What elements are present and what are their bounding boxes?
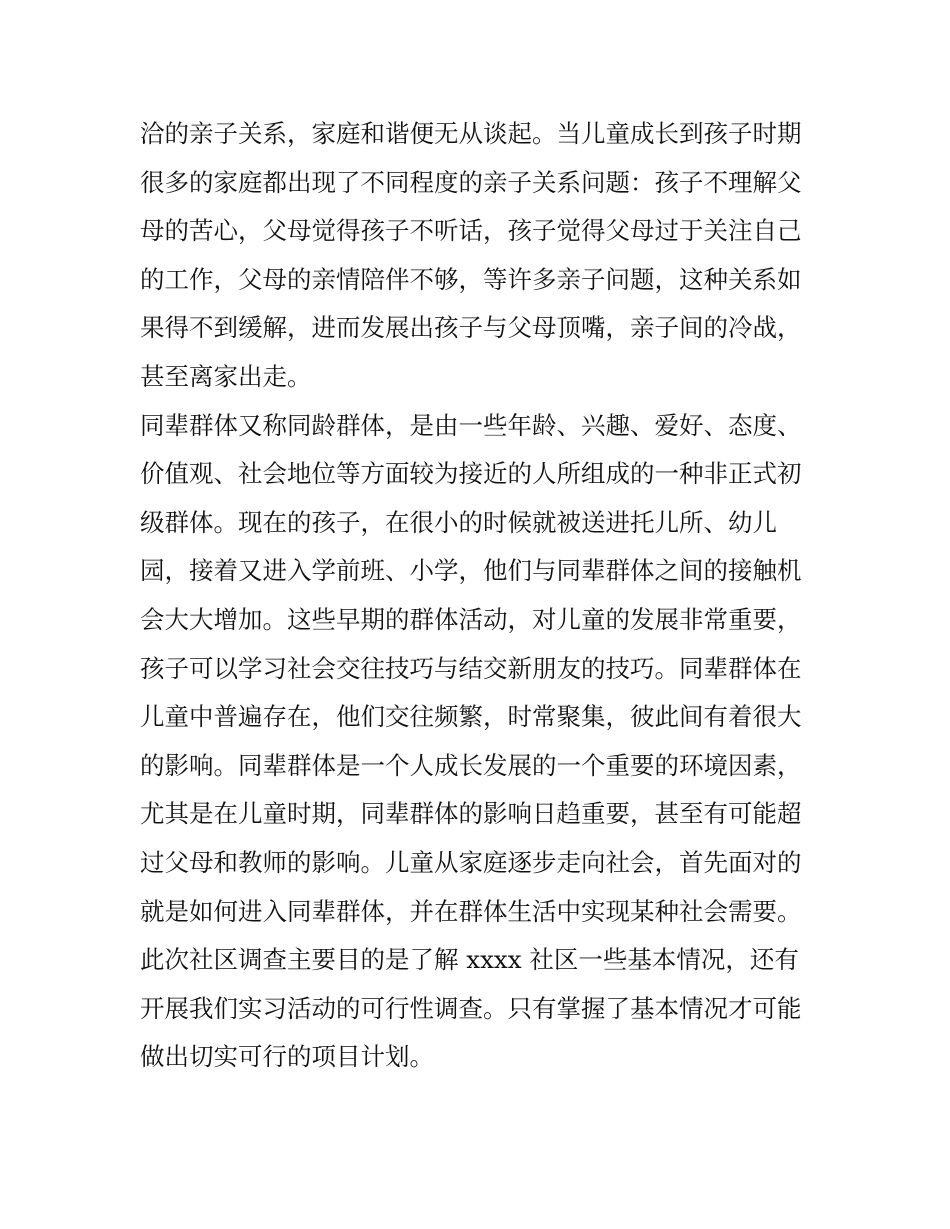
text-line: 就是如何进入同辈群体，并在群体生活中实现某种社会需要。 [140, 896, 802, 926]
text-line: 开展我们实习活动的可行性调查。只有掌握了基本情况才可能 [140, 993, 802, 1023]
text-line: 孩子可以学习社会交往技巧与结交新朋友的技巧。同辈群体在 [140, 653, 802, 683]
text-line: 母的苦心，父母觉得孩子不听话，孩子觉得父母过于关注自己 [140, 216, 802, 246]
text-line: 价值观、社会地位等方面较为接近的人所组成的一种非正式初 [140, 459, 802, 489]
text-line: 会大大增加。这些早期的群体活动，对儿童的发展非常重要， [140, 604, 802, 634]
text-line: 洽的亲子关系，家庭和谐便无从谈起。当儿童成长到孩子时期 [140, 119, 802, 148]
text-line: 儿童中普遍存在，他们交往频繁，时常聚集，彼此间有着很大 [140, 702, 802, 732]
text-line: 的影响。同辈群体是一个人成长发展的一个重要的环境因素， [140, 750, 802, 780]
text-line: 级群体。现在的孩子，在很小的时候就被送进托儿所、幼儿 [140, 507, 777, 537]
text-line: 很多的家庭都出现了不同程度的亲子关系问题：孩子不理解父 [140, 167, 802, 197]
text-line: 果得不到缓解，进而发展出孩子与父母顶嘴，亲子间的冷战， [140, 313, 802, 343]
text-line: 同辈群体又称同龄群体，是由一些年龄、兴趣、爱好、态度、 [140, 410, 802, 440]
text-line: 的工作，父母的亲情陪伴不够，等许多亲子问题，这种关系如 [140, 264, 802, 294]
text-line: 做出切实可行的项目计划。 [140, 1042, 434, 1072]
text-line: 此次社区调查主要目的是了解 xxxx 社区一些基本情况，还有 [140, 945, 799, 975]
body-text [140, 110, 840, 1082]
text-line: 尤其是在儿童时期，同辈群体的影响日趋重要，甚至有可能超 [140, 799, 802, 829]
text-line: 园，接着又进入学前班、小学，他们与同辈群体之间的接触机 [140, 556, 802, 586]
text-line: 甚至离家出走。 [140, 361, 312, 391]
text-line: 过父母和教师的影响。儿童从家庭逐步走向社会，首先面对的 [140, 847, 802, 877]
